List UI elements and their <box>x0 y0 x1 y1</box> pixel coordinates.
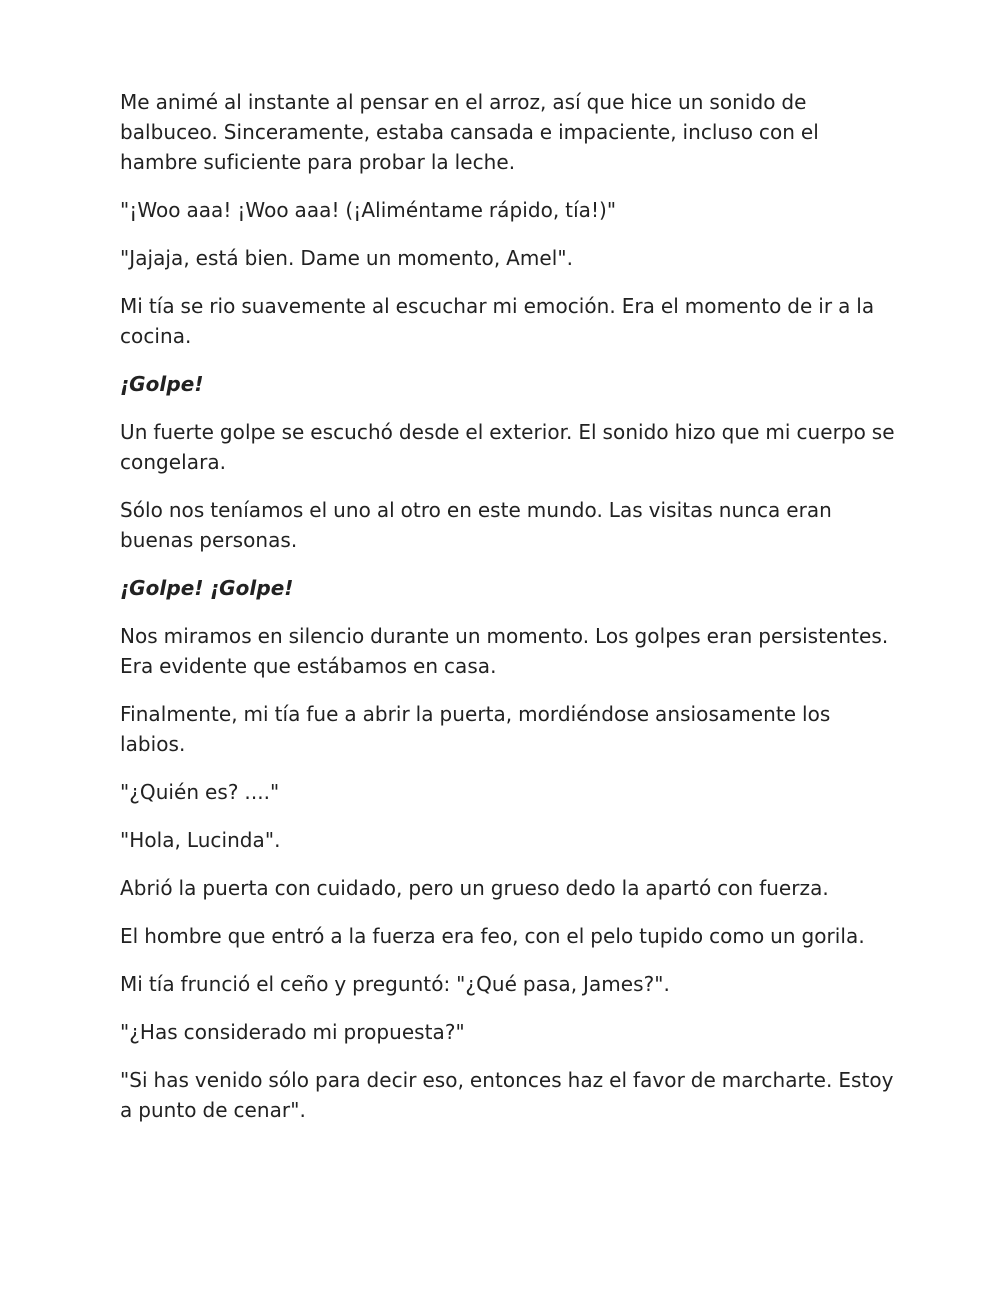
sound-effect: ¡Golpe! ¡Golpe! <box>120 576 294 600</box>
sound-effect: ¡Golpe! <box>120 372 204 396</box>
dialogue-line: "¡Woo aaa! ¡Woo aaa! (¡Aliméntame rápido, tía!)" <box>120 198 617 222</box>
paragraph: El hombre que entró a la fuerza era feo, con el pelo tupido como un gorila. <box>120 924 865 948</box>
paragraph: Sólo nos teníamos el uno al otro en este mundo. Las visitas nunca eran buenas personas. <box>120 498 832 552</box>
paragraph: Finalmente, mi tía fue a abrir la puerta, mordiéndose ansiosamente los labios. <box>120 702 831 756</box>
paragraph: Me animé al instante al pensar en el arroz, así que hice un sonido de balbuceo. Sinceramente, estaba cansada e impaciente, incluso con el hambre suficiente para probar la leche. <box>120 90 819 174</box>
paragraph: Un fuerte golpe se escuchó desde el exterior. El sonido hizo que mi cuerpo se congelara. <box>120 420 895 474</box>
dialogue-line: "Hola, Lucinda". <box>120 828 281 852</box>
dialogue-line: "¿Has considerado mi propuesta?" <box>120 1020 465 1044</box>
dialogue-line: "Jajaja, está bien. Dame un momento, Amel". <box>120 246 574 270</box>
paragraph: Mi tía se rio suavemente al escuchar mi emoción. Era el momento de ir a la cocina. <box>120 294 875 348</box>
paragraph: Nos miramos en silencio durante un momento. Los golpes eran persistentes. Era evidente que estábamos en casa. <box>120 624 889 678</box>
paragraph: Mi tía frunció el ceño y preguntó: "¿Qué pasa, James?". <box>120 972 670 996</box>
document-body <box>120 87 900 1143</box>
paragraph: Abrió la puerta con cuidado, pero un grueso dedo la apartó con fuerza. <box>120 876 829 900</box>
dialogue-line: "¿Quién es? ...." <box>120 780 280 804</box>
dialogue-line: "Si has venido sólo para decir eso, entonces haz el favor de marcharte. Estoy a punto de cenar". <box>120 1068 894 1122</box>
